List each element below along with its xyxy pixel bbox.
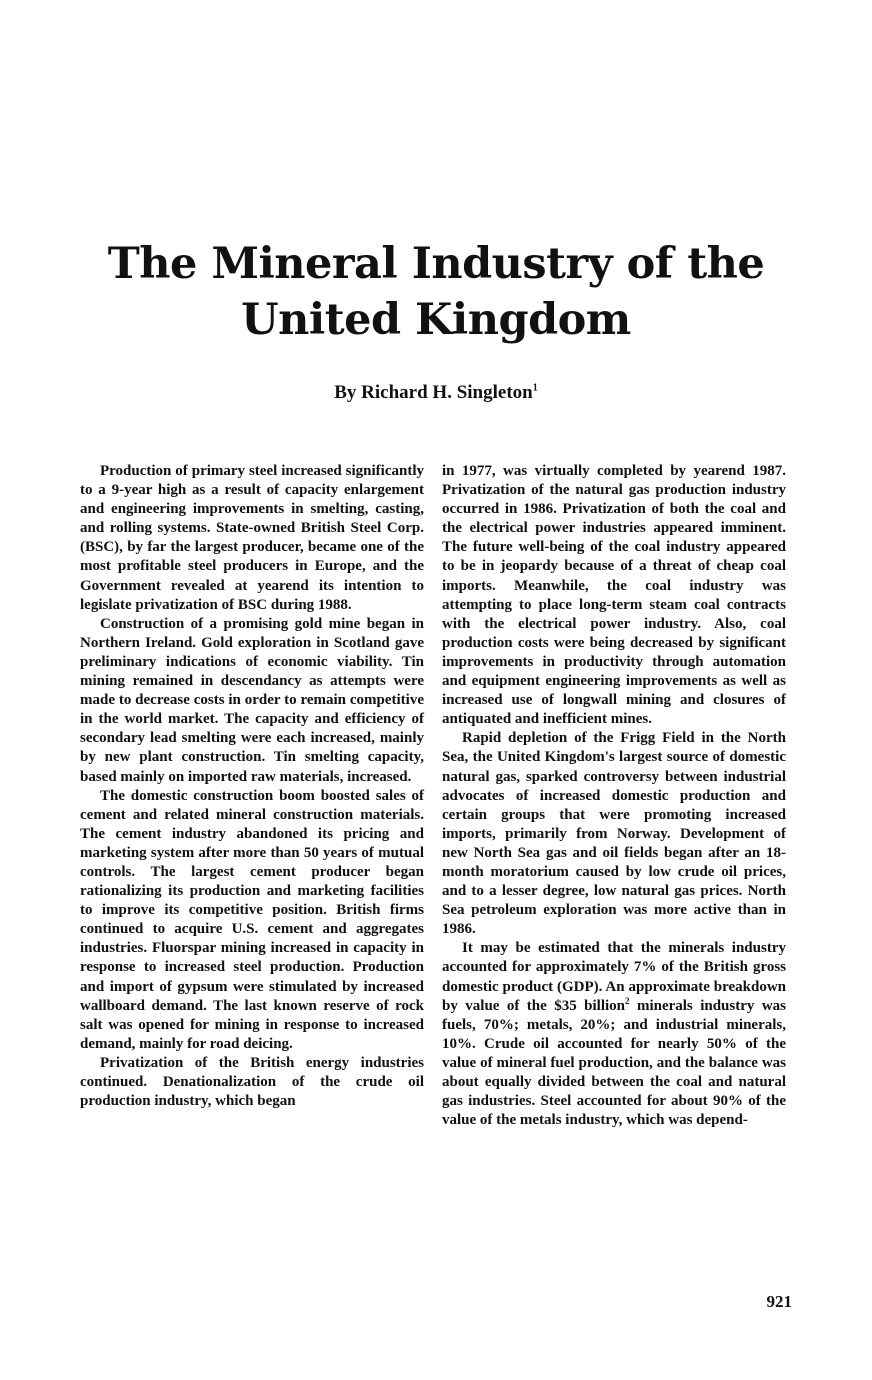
left-column bbox=[80, 462, 424, 1111]
paragraph-construction-minerals: The domestic construction boom boosted sales of cement and related mineral construction materials. The cement industry abandoned its pricing and marketing system after more than 50 years of mutual controls. The largest cement producer began rationalizing its production and marketing facilities to improve its competitive position. British firms continued to acquire U.S. cement and aggregates industries. Fluorspar mining increased in capacity in response to increased steel production. Production and import of gypsum were stimulated by increased wallboard demand. The last known reserve of rock salt was opened for mining in response to increased demand, mainly for road deicing. bbox=[80, 787, 424, 1052]
right-column bbox=[442, 462, 786, 1130]
page-number: 921 bbox=[766, 1292, 792, 1311]
gdp-text-after-footnote: minerals industry was fuels, 70%; metals, 20%; and industrial minerals, 10%. Crude oil accounted for nearly 50% of the value of mineral fuel production, and the balance was about equally divided between the coal and natural gas industries. Steel accounted for about 90% of the value of the metals industry, which was depend- bbox=[442, 997, 786, 1129]
author-name: By Richard H. Singleton bbox=[334, 382, 533, 403]
gdp-text-before-footnote: It may be estimated that the minerals industry accounted for approximately 7% of the British gross domestic product (GDP). An approximate breakdown by value of the $35 billion bbox=[442, 940, 786, 1014]
author-footnote-mark: 1 bbox=[532, 382, 538, 394]
article-title-line-2: United Kingdom bbox=[241, 295, 631, 345]
gdp-footnote-mark: 2 bbox=[625, 995, 630, 1006]
paragraph-gold-tin-lead: Construction of a promising gold mine began in Northern Ireland. Gold exploration in Scotland gave preliminary indications of economic viability. Tin mining remained in descendancy as attempts were made to decrease costs in order to remain competitive in the world market. The capacity and efficiency of secondary lead smelting were each increased, mainly by new plant construction. Tin smelting capacity, based mainly on imported raw materials, increased. bbox=[80, 615, 424, 785]
paragraph-energy-privatization-continued: in 1977, was virtually completed by yearend 1987. Privatization of the natural gas production industry occurred in 1986. Privatization of both the coal and the electrical power industries appeared imminent. The future well-being of the coal industry appeared to be in jeopardy because of a threat of cheap coal imports. Meanwhile, the coal industry was attempting to place long-term steam coal contracts with the electrical power industry. Also, coal production costs were being decreased by significant improvements in productivity through automation and equipment engineering improvements as well as increased use of longwall mining and closures of antiquated and inefficient mines. bbox=[442, 463, 786, 728]
paragraph-energy-privatization: Privatization of the British energy industries continued. Denationalization of the crude oil production industry, which began bbox=[80, 1054, 424, 1110]
author-byline bbox=[0, 381, 872, 405]
article-title-line-1: The Mineral Industry of the bbox=[107, 239, 765, 289]
paragraph-steel-production: Production of primary steel increased significantly to a 9-year high as a result of capacity enlargement and engineering improvements in smelting, casting, and rolling systems. State-owned British Steel Corp. (BSC), by far the largest producer, became one of the most profitable steel producers in Europe, and the Government revealed at yearend its intention to legislate privatization of BSC during 1988. bbox=[80, 463, 424, 613]
paragraph-frigg-field: Rapid depletion of the Frigg Field in the North Sea, the United Kingdom's largest source of domestic natural gas, sparked controversy between industrial advocates of increased domestic production and certain groups that were promoting increased imports, primarily from Norway. Development of new North Sea gas and oil fields began after an 18-month moratorium caused by low crude oil prices, and to a lesser degree, low natural gas prices. North Sea petroleum exploration was more active than in 1986. bbox=[442, 730, 786, 938]
article-title bbox=[60, 236, 812, 348]
paragraph-gdp-breakdown bbox=[442, 939, 786, 1130]
